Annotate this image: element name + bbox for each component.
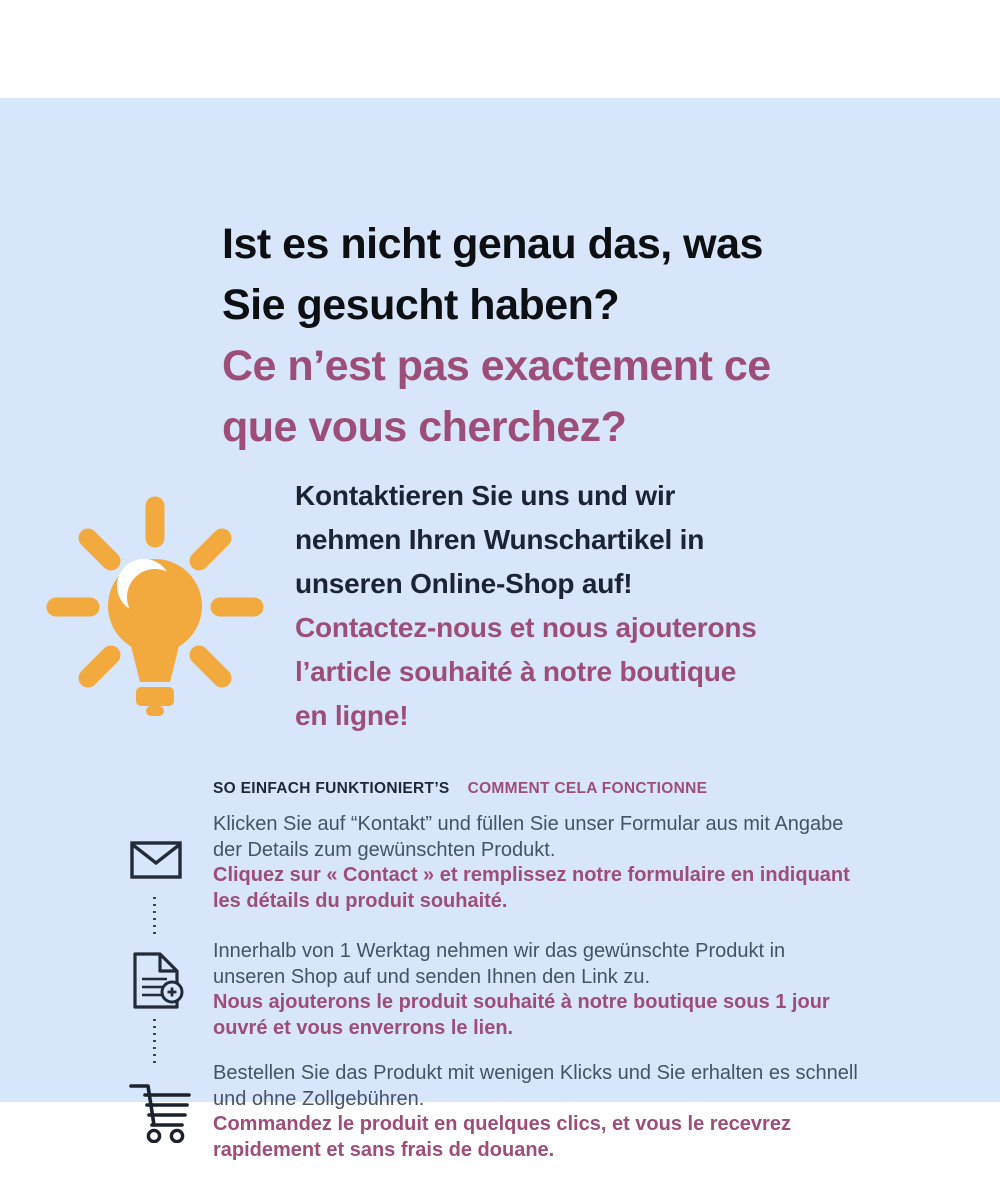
envelope-icon [130, 841, 182, 879]
step-connector-dots-2 [153, 1019, 156, 1065]
intro-german-line2: nehmen Ihren Wunschartikel in [295, 524, 705, 555]
step3-german-line1: Bestellen Sie das Produkt mit wenigen Klicks und Sie erhalten es schnell [213, 1062, 858, 1084]
step-contact [213, 812, 973, 915]
step1-french-line2: les détails du produit souhaité. [213, 890, 508, 913]
step2-german-line1: Innerhalb von 1 Werktag nehmen wir das gewünschte Produkt in [213, 940, 786, 962]
step3-german-line2: und ohne Zollgebühren. [213, 1087, 425, 1110]
step-order [213, 1061, 973, 1164]
intro-text [295, 474, 757, 738]
intro-german-line1: Kontaktieren Sie uns und wir [295, 480, 676, 511]
headline-german-line1: Ist es nicht genau das, was [222, 220, 763, 268]
intro-french-line3: en ligne! [295, 700, 409, 731]
step-add-product [213, 939, 973, 1042]
step3-french-line2: rapidement et sans frais de douane. [213, 1139, 555, 1162]
shopping-cart-icon [123, 1081, 193, 1143]
step1-german-line2: der Details zum gewünschten Produkt. [213, 838, 556, 861]
step1-german-line1: Klicken Sie auf “Kontakt” und füllen Sie unser Formular aus mit Angabe [213, 813, 844, 835]
headline-french-line2: que vous cherchez? [222, 403, 627, 451]
how-it-works-german-label: SO EINFACH FUNKTIONIERT’S [213, 780, 450, 797]
headline [222, 214, 771, 458]
info-panel [0, 98, 1000, 1162]
step3-french-line1: Commandez le produit en quelques clics, et vous le recevrez [213, 1113, 791, 1136]
headline-french-line1: Ce n’est pas exactement ce [222, 342, 771, 390]
document-add-icon [127, 951, 187, 1011]
lightbulb-icon [44, 494, 266, 724]
intro-german-line3: unseren Online-Shop auf! [295, 568, 633, 599]
how-it-works-french-label: COMMENT CELA FONCTIONNE [467, 780, 708, 797]
headline-german-line2: Sie gesucht haben? [222, 281, 620, 329]
step-connector-dots-1 [153, 897, 156, 939]
intro-french-line2: l’article souhaité à notre boutique [295, 656, 737, 687]
step2-german-line2: unseren Shop auf und senden Ihnen den Link zu. [213, 965, 651, 988]
intro-french-line1: Contactez-nous et nous ajouterons [295, 612, 757, 643]
step2-french-line1: Nous ajouterons le produit souhaité à notre boutique sous 1 jour [213, 991, 830, 1014]
how-it-works-header [213, 780, 707, 798]
step1-french-line1: Cliquez sur « Contact » et remplissez notre formulaire en indiquant [213, 864, 850, 887]
step2-french-line2: ouvré et vous enverrons le lien. [213, 1017, 514, 1040]
